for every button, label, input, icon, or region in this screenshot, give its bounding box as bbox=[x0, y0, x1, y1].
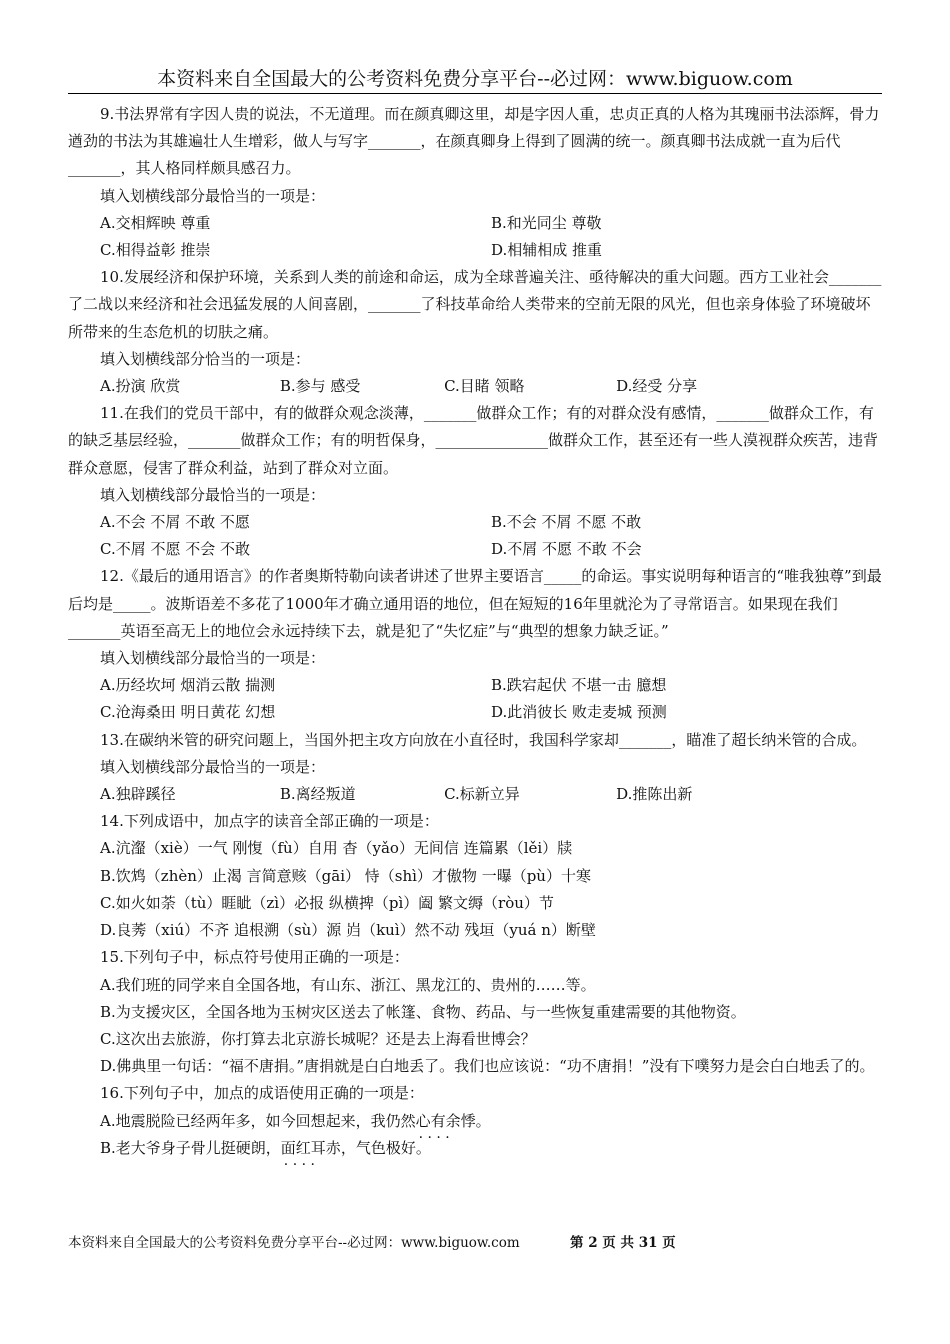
question-15-option-b: B.为支援灾区，全国各地为玉树灾区送去了帐篷、食物、药品、与一些恢复重建需要的其他物资。 bbox=[100, 1002, 746, 1021]
question-12-stem: 12.《最后的通用语言》的作者奥斯特勒向读者讲述了世界主要语言_____的命运。事实说明每种语言的“唯我独尊”到最后均是_____。波斯语差不多花了1000年才确立通用语的地位，但在短短的16年里就沦为了寻常语言。如果现在我们_______英语至高无上的地位会永远持续下去，就是犯了“失忆症”与“典型的想象力缺乏证。” bbox=[68, 567, 882, 640]
question-10-option-b: B.参与 感受 bbox=[279, 377, 361, 396]
question-11-option-b: B.不会 不屑 不愿 不敢 bbox=[491, 513, 642, 532]
question-11-stem: 11.在我们的党员干部中，有的做群众观念淡薄，_______做群众工作；有的对群众没有感情，_______做群众工作，有的缺乏基层经验，_______做群众工作；有的明哲保身，_______________做群众工作，甚至还有一些人漠视群众疾苦，违背群众意愿，侵害了群众利益，站到了群众对立面。 bbox=[68, 404, 879, 477]
question-13-stem: 13.在碳纳米管的研究问题上，当国外把主攻方向放在小直径时，我国科学家却_______，瞄准了超长纳米管的合成。 bbox=[100, 730, 867, 749]
question-16-option-a-end: 。 bbox=[475, 1111, 491, 1130]
question-12-options-row-1 bbox=[68, 672, 882, 699]
question-9-options-row-1 bbox=[68, 210, 882, 237]
question-16-option-b bbox=[68, 1135, 882, 1162]
question-9-option-c: C.相得益彰 推崇 bbox=[100, 241, 211, 260]
question-9-option-a: A.交相辉映 尊重 bbox=[100, 213, 211, 232]
question-10-stem: 10.发展经济和保护环境，关系到人类的前途和命运，成为全球普遍关注、亟待解决的重大问题。西方工业社会_______了二战以来经济和社会迅猛发展的人间喜剧，_______了科技革命给人类带来的空前无限的风光，但也亲身体验了环境破坏所带来的生态危机的切肤之痛。 bbox=[68, 268, 882, 341]
question-12-option-c: C.沧海桑田 明日黄花 幻想 bbox=[100, 703, 276, 722]
dotted-idiom: 心有余悸 · · · · bbox=[416, 1112, 476, 1130]
question-12-option-d: D.此消彼长 败走麦城 预测 bbox=[491, 703, 667, 722]
question-11-option-a: A.不会 不屑 不敢 不愿 bbox=[100, 513, 250, 532]
question-11-option-d: D.不屑 不愿 不敢 不会 bbox=[491, 540, 642, 559]
question-11-option-c: C.不屑 不愿 不会 不敢 bbox=[100, 540, 251, 559]
question-13-prompt: 填入划横线部分最恰当的一项是： bbox=[100, 757, 326, 776]
question-14-option-a: A.沆瀣（xiè）一气 刚愎（fù）自用 杳（yǎo）无间信 连篇累（lěi）牍 bbox=[100, 839, 573, 858]
question-10-option-d: D.经受 分享 bbox=[616, 377, 698, 396]
page-number: 第 2 页 共 31 页 bbox=[570, 1235, 676, 1251]
question-9-prompt: 填入划横线部分最恰当的一项是： bbox=[100, 186, 326, 205]
question-13-option-b: B.离经叛道 bbox=[279, 785, 356, 804]
question-14-stem: 14.下列成语中，加点字的读音全部正确的一项是： bbox=[100, 812, 439, 831]
question-12-options-row-2 bbox=[68, 699, 882, 726]
question-13-option-d: D.推陈出新 bbox=[616, 785, 693, 804]
question-14-option-d: D.良莠（xiú）不齐 追根溯（sù）源 岿（kuì）然不动 残垣（yuá n）断壁 bbox=[100, 921, 596, 940]
question-10-option-c: C.目睹 领略 bbox=[444, 377, 525, 396]
question-12-option-a: A.历经坎坷 烟消云散 揣测 bbox=[100, 676, 276, 695]
footer-source: 本资料来自全国最大的公考资料免费分享平台--必过网：www.biguow.com bbox=[68, 1235, 520, 1251]
question-10-options bbox=[68, 373, 882, 400]
question-15-option-c: C.这次出去旅游，你打算去北京游长城呢？还是去上海看世博会？ bbox=[100, 1029, 536, 1048]
question-9-options-row-2 bbox=[68, 237, 882, 264]
question-14-option-c: C.如火如荼（tù）睚眦（zì）必报 纵横捭（pì）阖 繁文缛（ròu）节 bbox=[100, 893, 554, 912]
question-16-option-b-end: ，气色极好。 bbox=[340, 1138, 431, 1157]
dotted-idiom: 面红耳赤 · · · · bbox=[281, 1139, 341, 1157]
question-9-stem: 9.书法界常有字因人贵的说法，不无道理。而在颜真卿这里，却是字因人重，忠贞正真的人格为其瑰丽书法添辉，骨力遒劲的书法为其雄遍壮人生增彩，做人与写字_______，在颜真卿身上得到了圆满的统一。颜真卿书法成就一直为后代_______，其人格同样颇具感召力。 bbox=[68, 105, 880, 178]
question-14-option-b: B.饮鸩（zhèn）止渴 言简意赅（gāi） 恃（shì）才傲物 一曝（pù）十寒 bbox=[100, 866, 591, 885]
question-12-option-b: B.跌宕起伏 不堪一击 臆想 bbox=[491, 676, 667, 695]
question-15-option-d: D.佛典里一句话：“福不唐捐。”唐捐就是白白地丢了。我们也应该说：“功不唐捐！”没有下噗努力是会白白地丢了的。 bbox=[100, 1057, 875, 1076]
question-11-prompt: 填入划横线部分最恰当的一项是： bbox=[100, 485, 326, 504]
question-15-stem: 15.下列句子中，标点符号使用正确的一项是： bbox=[100, 948, 409, 967]
question-11-options-row-1 bbox=[68, 509, 882, 536]
question-13-option-a: A.独辟蹊径 bbox=[100, 785, 176, 804]
question-10-prompt: 填入划横线部分恰当的一项是： bbox=[100, 349, 311, 368]
question-16-option-b-text: B.老大爷身子骨儿挺硬朗， bbox=[100, 1138, 281, 1157]
question-11-options-row-2 bbox=[68, 536, 882, 563]
question-12-prompt: 填入划横线部分最恰当的一项是： bbox=[100, 649, 326, 668]
question-16-option-a-text: A.地震脱险已经两年多，如今回想起来，我仍然 bbox=[100, 1111, 416, 1130]
question-13-option-c: C.标新立异 bbox=[444, 785, 520, 804]
question-9-option-b: B.和光同尘 尊敬 bbox=[491, 213, 602, 232]
page-content bbox=[68, 101, 882, 1162]
page-header: 本资料来自全国最大的公考资料免费分享平台--必过网：www.biguow.com bbox=[68, 66, 882, 94]
question-16-option-a bbox=[68, 1108, 882, 1135]
question-13-options bbox=[68, 781, 882, 808]
question-15-option-a: A.我们班的同学来自全国各地，有山东、浙江、黑龙江的、贵州的……等。 bbox=[100, 975, 596, 994]
question-9-option-d: D.相辅相成 推重 bbox=[491, 241, 603, 260]
question-10-option-a: A.扮演 欣赏 bbox=[100, 377, 181, 396]
question-16-stem: 16.下列句子中，加点的成语使用正确的一项是： bbox=[100, 1084, 424, 1103]
